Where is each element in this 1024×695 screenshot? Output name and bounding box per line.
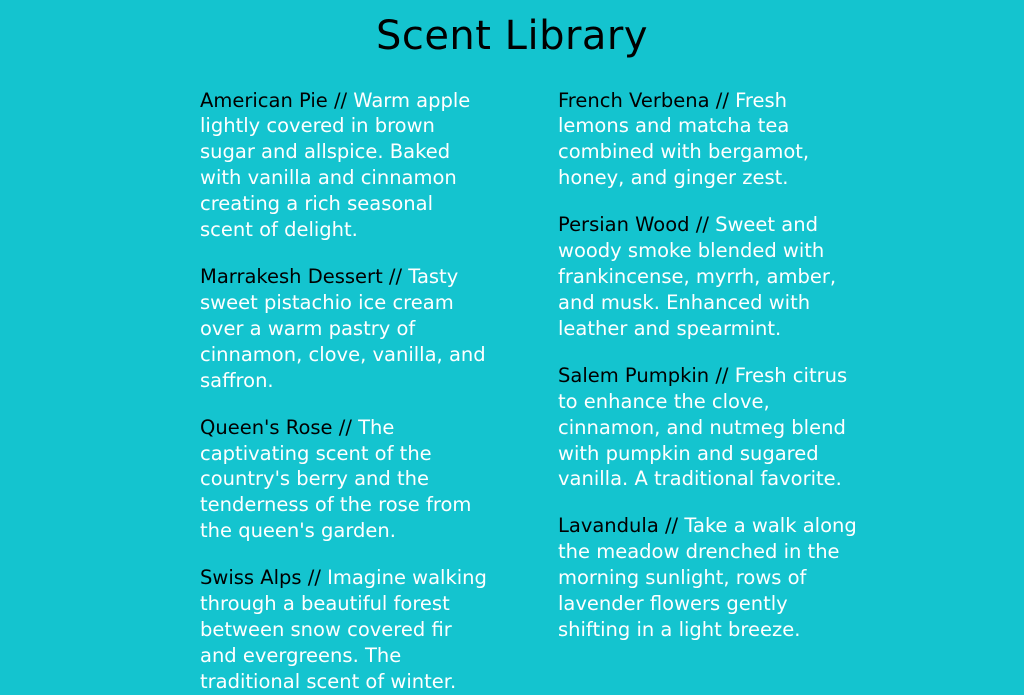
scent-name: French Verbena <box>558 88 710 112</box>
scent-column-left <box>200 68 532 695</box>
scent-name: Swiss Alps <box>200 566 302 590</box>
list-item <box>200 88 492 244</box>
scent-separator: // <box>333 88 348 112</box>
scent-separator: // <box>338 415 352 439</box>
list-item <box>200 565 492 695</box>
list-item <box>200 264 492 394</box>
scent-description: The captivating scent of the country's berry and the tenderness of the rose from the queen's garden. <box>200 415 472 543</box>
scent-description: Imagine walking through a beautiful forest between snow covered fir and evergreens. The traditional scent of winter. <box>200 566 487 693</box>
scent-column-right <box>532 68 864 643</box>
scent-name: Persian Wood <box>558 213 690 237</box>
scent-name: Salem Pumpkin <box>558 363 710 387</box>
scent-separator: // <box>695 213 709 237</box>
scent-separator: // <box>664 514 679 538</box>
scent-name: Queen's Rose <box>200 415 333 439</box>
scent-separator: // <box>715 88 729 112</box>
scent-description: Fresh lemons and matcha tea combined with bergamot, honey, and ginger zest. <box>558 88 810 190</box>
scent-separator: // <box>715 363 729 387</box>
list-item <box>558 212 864 342</box>
list-item <box>558 88 864 192</box>
scent-description: Sweet and woody smoke blended with frankincense, myrrh, amber, and musk. Enhanced with leather and spearmint. <box>558 213 837 340</box>
scent-description: Fresh citrus to enhance the clove, cinnamon, and nutmeg blend with pumpkin and sugared vanilla. A traditional favorite. <box>558 363 848 491</box>
list-item <box>558 363 864 493</box>
scent-name: Lavandula <box>558 514 659 538</box>
scent-separator: // <box>388 265 403 289</box>
scent-name: American Pie <box>200 88 328 112</box>
scent-description: Warm apple lightly covered in brown sugar and allspice. Baked with vanilla and cinnamon creating a rich seasonal scent of delight. <box>200 88 471 242</box>
list-item <box>200 415 492 545</box>
scent-separator: // <box>307 566 321 590</box>
scent-columns <box>0 68 1024 695</box>
scent-name: Marrakesh Dessert <box>200 265 383 289</box>
page-title: Scent Library <box>375 13 649 59</box>
scent-description: Tasty sweet pistachio ice cream over a warm pastry of cinnamon, clove, vanilla, and saffron. <box>200 265 486 392</box>
list-item <box>558 513 864 643</box>
scent-description: Take a walk along the meadow drenched in the morning sunlight, rows of lavender flowers gently shifting in a light breeze. <box>558 514 857 642</box>
